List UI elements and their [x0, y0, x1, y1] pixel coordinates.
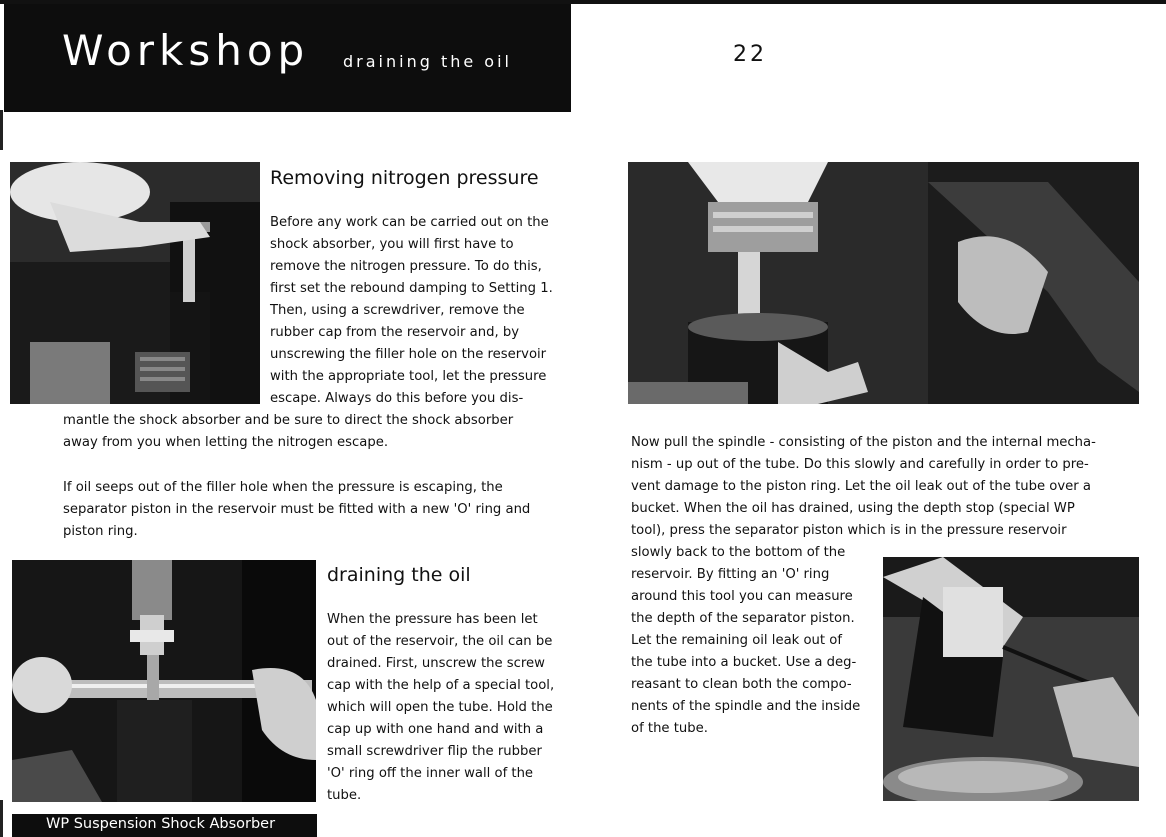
- text-line: If oil seeps out of the filler hole when the pressure is escaping, the: [63, 480, 503, 495]
- text-line: rubber cap from the reservoir and, by: [270, 325, 520, 340]
- text-line: tool), press the separator piston which is in the pressure reservoir: [631, 523, 1067, 538]
- text-line: shock absorber, you will first have to: [270, 237, 514, 252]
- text-line: reservoir. By fitting an 'O' ring: [631, 567, 830, 582]
- text-line: Then, using a screwdriver, remove the: [270, 303, 525, 318]
- oil-seep-note: [63, 477, 530, 543]
- text-line: out of the reservoir, the oil can be: [327, 634, 553, 649]
- text-line: tube.: [327, 788, 362, 803]
- section-heading-nitrogen: Removing nitrogen pressure: [270, 167, 539, 189]
- text-line: cap with the help of a special tool,: [327, 678, 555, 693]
- page-subtitle: draining the oil: [343, 52, 512, 71]
- draining-paragraph: [327, 609, 554, 807]
- text-line: unscrewing the filler hole on the reservoir: [270, 347, 547, 362]
- photo-depth-stop-tool: [883, 557, 1139, 801]
- footer-text: WP Suspension Shock Absorber: [46, 816, 276, 832]
- text-line: Now pull the spindle - consisting of the piston and the internal mecha-: [631, 435, 1096, 450]
- text-line: first set the rebound damping to Setting 1.: [270, 281, 553, 296]
- text-line: reasant to clean both the compo-: [631, 677, 852, 692]
- text-line: separator piston in the reservoir must be fitted with a new 'O' ring and: [63, 502, 531, 517]
- text-line: small screwdriver flip the rubber: [327, 744, 542, 759]
- text-line: around this tool you can measure: [631, 589, 853, 604]
- page-edge-mark: [0, 110, 3, 150]
- text-line: remove the nitrogen pressure. To do this,: [270, 259, 542, 274]
- text-line: Before any work can be carried out on the: [270, 215, 549, 230]
- page-number: 22: [733, 42, 767, 67]
- text-line: nents of the spindle and the inside: [631, 699, 861, 714]
- text-line: When the pressure has been let: [327, 612, 538, 627]
- photo-spindle-removal: [628, 162, 1139, 404]
- text-line: slowly back to the bottom of the: [631, 545, 846, 560]
- text-line: bucket. When the oil has drained, using the depth stop (special WP: [631, 501, 1075, 516]
- text-line: the tube into a bucket. Use a deg-: [631, 655, 857, 670]
- text-line: nism - up out of the tube. Do this slowly and carefully in order to pre-: [631, 457, 1089, 472]
- text-line: with the appropriate tool, let the pressure: [270, 369, 547, 384]
- text-line: of the tube.: [631, 721, 708, 736]
- text-line: vent damage to the piston ring. Let the oil leak out of the tube over a: [631, 479, 1091, 494]
- page-edge-mark: [0, 800, 3, 837]
- nitrogen-paragraph: [270, 212, 553, 410]
- page-title: Workshop: [62, 26, 310, 75]
- text-line: Let the remaining oil leak out of: [631, 633, 842, 648]
- text-line: mantle the shock absorber and be sure to direct the shock absorber: [63, 413, 514, 428]
- nitrogen-paragraph-cont: [63, 410, 513, 454]
- text-line: cap up with one hand and with a: [327, 722, 544, 737]
- text-line: piston ring.: [63, 524, 138, 539]
- text-line: away from you when letting the nitrogen escape.: [63, 435, 389, 450]
- text-line: drained. First, unscrew the screw: [327, 656, 545, 671]
- text-line: the depth of the separator piston.: [631, 611, 855, 626]
- section-heading-draining: draining the oil: [327, 564, 471, 586]
- photo-nitrogen-release: [10, 162, 260, 404]
- text-line: which will open the tube. Hold the: [327, 700, 553, 715]
- photo-screw-cap-tool: [12, 560, 316, 802]
- text-line: 'O' ring off the inner wall of the: [327, 766, 534, 781]
- text-line: escape. Always do this before you dis-: [270, 391, 524, 406]
